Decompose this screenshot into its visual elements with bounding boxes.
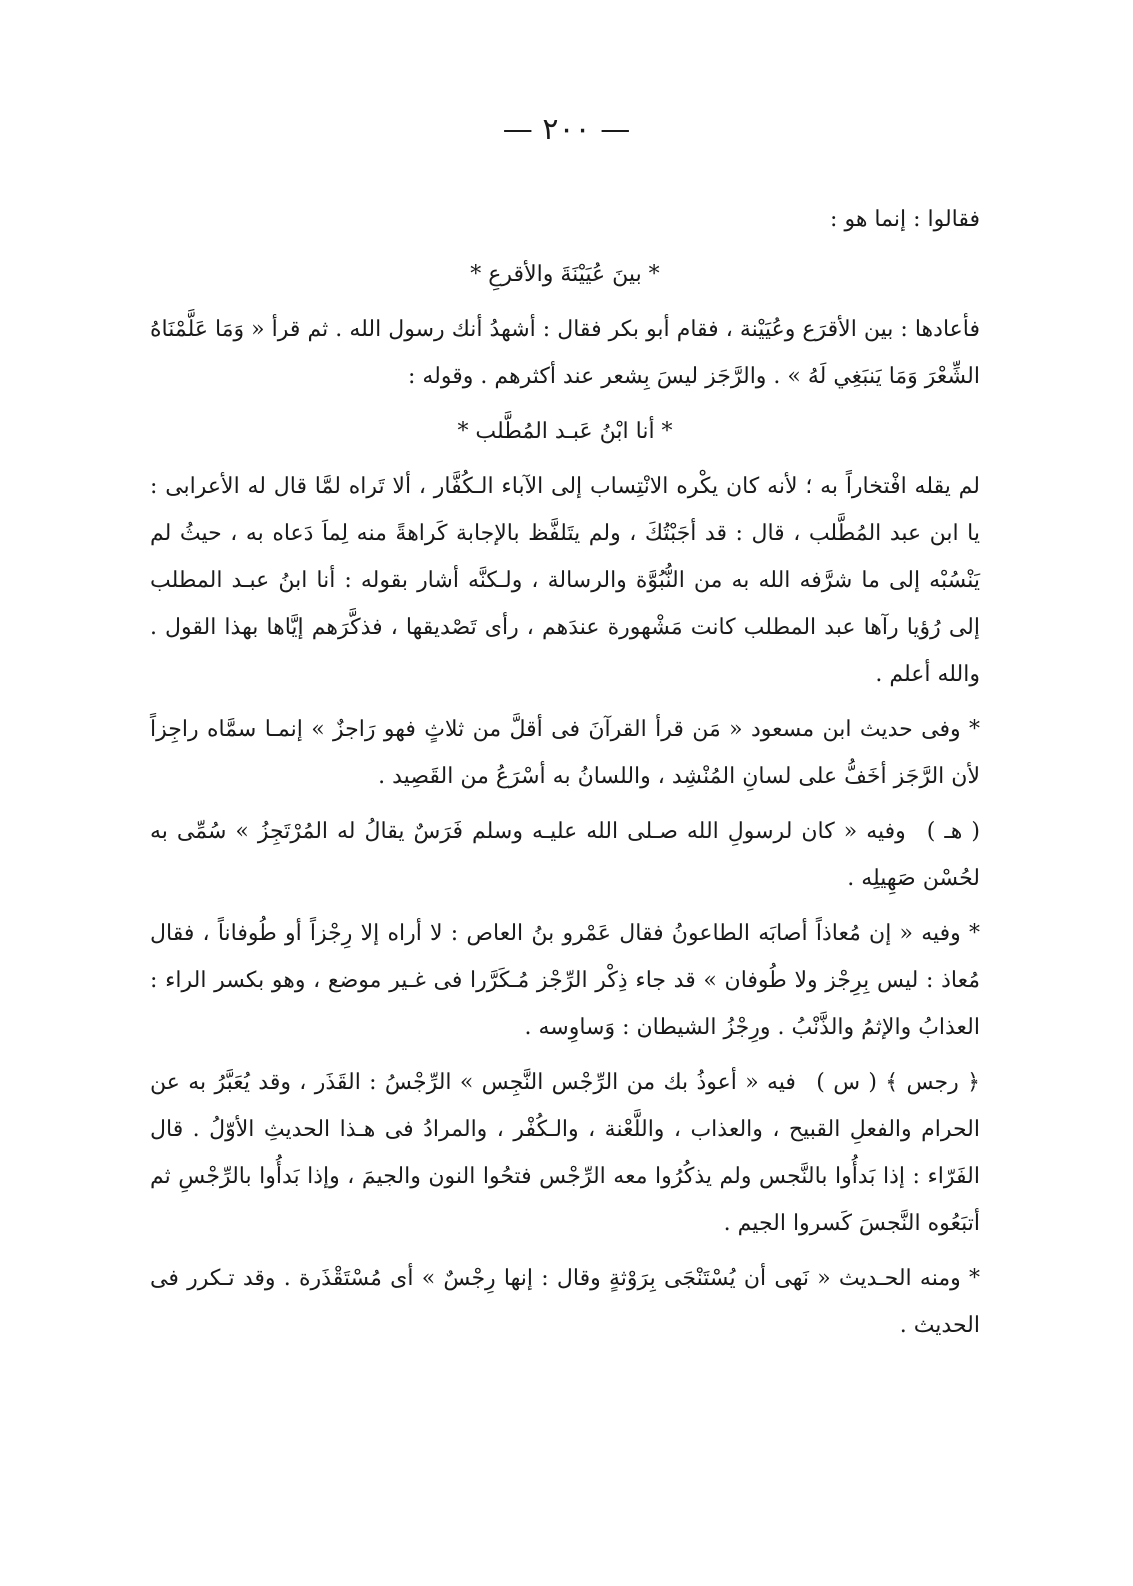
paragraph: * وفيه « إن مُعاذاً أصابَه الطاعونُ فقال عَمْرو بنُ العاص : لا أراه إلا رِجْزاً أو طُوفاناً ، فقال مُعاذ : ليس بِرِجْز ولا طُوفان » قد جاء ذِكْر الرِّجْز مُـكَرَّرا فى غـير موضع ، وهو بكسر الراء : العذابُ والإثمُ والذَّنْبُ . ورِجْزُ الشيطان : وَساوِسه . (150, 921, 980, 1040)
paragraph (150, 808, 980, 902)
paragraph: لم يقله افْتخاراً به ؛ لأنه كان يكْره الانْتِساب إلى الآباء الـكُفَّار ، ألا تَراه لمَّا قال له الأعرابى : يا ابن عبد المُطَّلب ، قال : قد أجَبْتُكَ ، ولم يتَلفَّظ بالإجابة كَراهةً منه لِماَ دَعاه به ، حيثُ لم يَنْسُبْه إلى ما شرَّفه الله به من النُّبُوَّة والرسالة ، ولـكنَّه أشار بقوله : أنا ابنُ عبـد المطلب إلى رُؤيا رآها عبد المطلب كانت مَشْهورة عندَهم ، رأى تَصْديقها ، فذكَّرَهم إيَّاها بهذا القول . والله أعلم . (150, 474, 980, 687)
verse-line: * بينَ عُيَيْنَةَ والأقرعِ * (470, 262, 660, 287)
paragraph (150, 1059, 980, 1247)
paragraph: * ومنه الحـديث « نَهى أن يُسْتَنْجَى بِرَوْثةٍ وقال : إنها رِجْسٌ » أى مُسْتَقْذَرة . وقد تـكرر فى الحديث . (150, 1266, 980, 1338)
page-number: — ٢٠٠ — (502, 112, 631, 147)
verse-line: * أنا ابْنُ عَبـد المُطَّلب * (457, 419, 673, 444)
paragraph-text: فيه « أعوذُ بك من الرِّجْس النَّجِس » الرِّجْسُ : القَذَر ، وقد يُعَبَّرُ به عن الحرام والفعلِ القبيح ، والعذاب ، واللَّعْنة ، والـكُفْر ، والمرادُ فى هـذا الحديثِ الأوّلُ . قال الفَرّاء : إذا بَدأُوا بالنَّجس ولم يذكُرُوا معه الرِّجْس فتحُوا النون والجيمَ ، وإذا بَدأُوا بالرِّجْسِ ثم أتبَعُوه النَّجسَ كَسروا الجيم . (150, 1070, 980, 1236)
paragraph: فقالوا : إنما هو : (830, 207, 980, 232)
paragraph-text: وفيه « كان لرسولِ الله صـلى الله عليـه وسلم فَرَسٌ يقالُ له المُرْتَجِزُ » سُمِّى به لحُسْن صَهِيلِه . (150, 819, 980, 891)
paragraph: * وفى حديث ابن مسعود « مَن قرأ القرآنَ فى أقلَّ من ثلاثٍ فهو رَاجزٌ » إنمـا سمَّاه راجِزاً لأن الرَّجَز أخَفُّ على لسانِ المُنْشِد ، واللسانُ به أسْرَعُ من القَصِيد . (150, 717, 980, 789)
entry-heading: ﴿ رجس ﴾ ( س ) (816, 1070, 980, 1095)
source-tag: ( هـ ) (926, 819, 980, 844)
document-body (150, 196, 980, 1357)
paragraph: فأعادها : بين الأقرَع وعُيَيْنة ، فقام أبو بكر فقال : أشهدُ أنك رسول الله . ثم قرأ « وَمَا عَلَّمْنَاهُ الشِّعْرَ وَمَا يَنبَغِي لَهُ » . والرَّجَز ليسَ بِشعر عند أكثرهم . وقوله : (150, 317, 980, 389)
